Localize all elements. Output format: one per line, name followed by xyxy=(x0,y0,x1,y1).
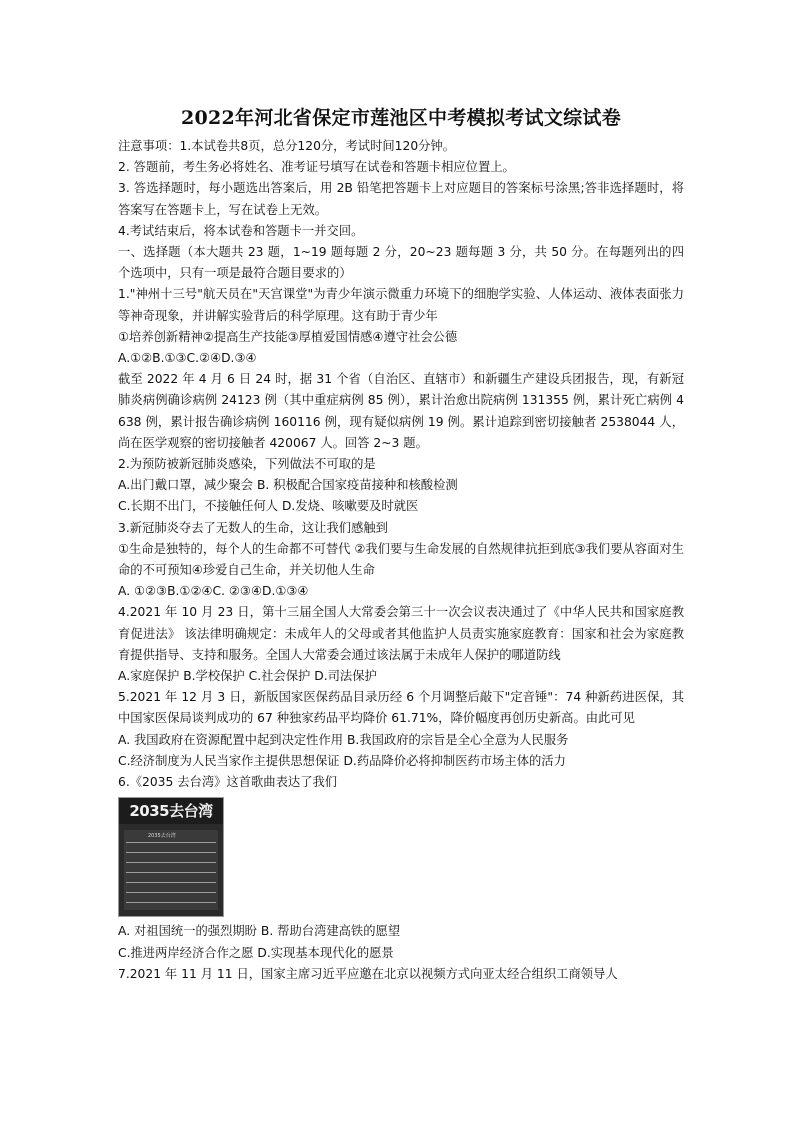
note-1: 注意事项：1.本试卷共8页，总分120分，考试时间120分钟。 xyxy=(118,139,456,153)
q2-options-2: C.长期不出门，不接触任何人 D.发烧、咳嗽要及时就医 xyxy=(118,499,419,514)
q6-options-1: A. 对祖国统一的强烈期盼 B. 帮助台湾建高铁的愿望 xyxy=(118,924,401,939)
q1-options: A.①②B.①③C.②④D.③④ xyxy=(118,351,257,366)
q2-stem: 2.为预防被新冠肺炎感染，下列做法不可取的是 xyxy=(118,457,376,472)
song-image-title: 2035去台湾 xyxy=(119,798,223,824)
q2-options-1: A.出门戴口罩，减少聚会 B. 积极配合国家疫苗接种和核酸检测 xyxy=(118,478,458,493)
score-line xyxy=(126,882,216,883)
song-score-image xyxy=(118,797,224,917)
q4-stem: 4.2021 年 10 月 23 日，第十三届全国人大常委会第三十一次会议表决通过了《中华人民共和国家庭教育促进法》 该法律明确规定：未成年人的父母或者其他监护人员责实施家庭教育：国家和社会为家庭教育提供指导、支持和服务。全国人大常委会通过该法属于未成年人保护的哪道防线 xyxy=(118,605,684,662)
page-title: 2022年河北省保定市莲池区中考模拟考试文综试卷 xyxy=(180,107,622,129)
note-4: 4.考试结束后，将本试卷和答题卡一并交回。 xyxy=(118,223,364,238)
score-line xyxy=(126,862,216,863)
section-heading: 一、选择题（本大题共 23 题，1~19 题每题 2 分，20~23 题每题 3 分，共 50 分。在每题列出的四个选项中，只有一项是最符合题目要求的） xyxy=(118,245,684,281)
q3-items: ①生命是独特的，每个人的生命都不可替代 ②我们要与生命发展的自然规律抗拒到底③我们要从容面对生命的不可预知④珍爱自己生命，并关切他人生命 xyxy=(118,541,684,578)
q6-options-2: C.推进两岸经济合作之愿 D.实现基本现代化的愿景 xyxy=(118,945,394,960)
q4-options: A.家庭保护 B.学校保护 C.社会保护 D.司法保护 xyxy=(118,669,377,684)
score-line xyxy=(126,842,216,843)
q1-stem: 1."神州十三号"航天员在"天宫课堂"为青少年演示微重力环境下的细胞学实验、人体运动、液体表面张力等神奇现象，并讲解实验背后的科学原理。这有助于青少年 xyxy=(118,287,684,323)
score-caption: 2035去台湾 xyxy=(148,833,176,840)
note-3: 3. 答选择题时，每小题选出答案后，用 2B 铅笔把答题卡上对应题目的答案标号涂黑;答非选择题时，将答案写在答题卡上，写在试卷上无效。 xyxy=(118,181,684,217)
music-score xyxy=(124,830,218,910)
q3-stem: 3.新冠肺炎夺去了无数人的生命，这让我们感触到 xyxy=(118,520,388,535)
score-line xyxy=(126,892,216,893)
score-line xyxy=(126,902,216,903)
q5-stem: 5.2021 年 12 月 3 日，新版国家医保药品目录历经 6 个月调整后敲下"定音锤"：74 种新药进医保，其中国家医保局谈判成功的 67 种独家药品平均降价 61.71%，降价幅度再创历史新高。由此可见 xyxy=(118,690,684,726)
exam-page xyxy=(118,104,684,985)
q1-items: ①培养创新精神②提高生产技能③厚植爱国情感④遵守社会公德 xyxy=(118,329,458,344)
note-2: 2. 答题前，考生务必将姓名、准考证号填写在试卷和答题卡相应位置上。 xyxy=(118,160,515,175)
score-line xyxy=(126,872,216,873)
q6-stem: 6.《2035 去台湾》这首歌曲表达了我们 xyxy=(118,775,338,790)
q7-stem: 7.2021 年 11 月 11 日，国家主席习近平应邀在北京以视频方式向亚太经合组织工商领导人 xyxy=(118,966,618,981)
material-text: 截至 2022 年 4 月 6 日 24 时，据 31 个省（自治区、直辖市）和新疆生产建设兵团报告，现，有新冠肺炎病例确诊病例 24123 例（其中重症病例 85 例），累计治愈出院病例 131355 例，累计死亡病例 4638 例，累计报告确诊病例 160116 例，现有疑似病例 19 例。累计追踪到密切接触者 2538044 人，尚在医学观察的密切接触者 420067 人。回答 2~3 题。 xyxy=(118,372,684,450)
score-line xyxy=(126,852,216,853)
q3-options: A. ①②③B.①②④C. ②③④D.①③④ xyxy=(118,584,309,599)
q5-options-1: A. 我国政府在资源配置中起到决定性作用 B.我国政府的宗旨是全心全意为人民服务 xyxy=(118,732,569,747)
q5-options-2: C.经济制度为人民当家作主提供思想保证 D.药品降价必将抑制医药市场主体的活力 xyxy=(118,753,566,768)
